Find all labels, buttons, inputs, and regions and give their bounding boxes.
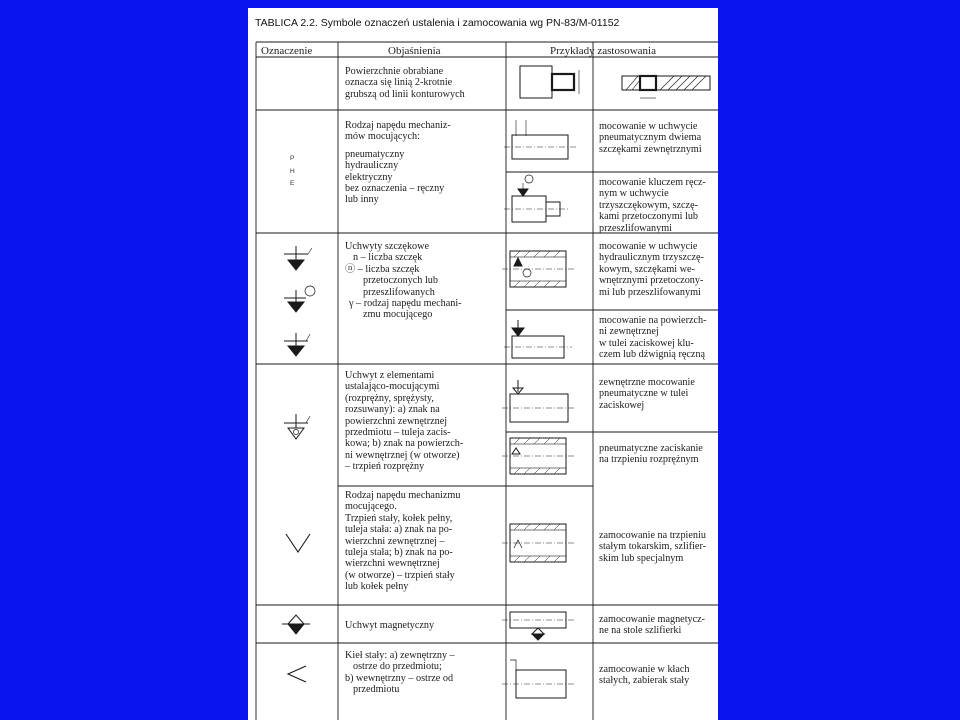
jaw-chuck-n-icon [284,246,312,270]
example-expanding-mandrel-drawing [502,438,574,474]
drive-code-pneumatic: P [290,155,295,162]
fixed-center-icon [288,666,306,682]
row-1-explanation: Powierzchnie obrabiane oznacza się linią 2-krotnie grubszą od linii konturowych [345,66,465,100]
row-3-explanation: Uchwyty szczękowe n – liczba szczęk ⓝ – liczba szczęk przetoczonych lub przeszlifowanych γ – rodzaj napędu mechani- zmu mocującego [345,241,462,321]
usage-magnetic: zamocowanie magnetycz- ne na stole szlifierki [599,614,706,637]
magnetic-chuck-icon [282,615,310,634]
jaw-chuck-turned-icon [284,286,315,312]
example-pneumatic-two-jaw-drawing [504,120,576,159]
example-manual-three-jaw-drawing [504,175,568,222]
usage-pneumatic-collet: zewnętrzne mocowanie pneumatyczne w tulei zaciskowej [599,377,695,411]
usage-pneumatic-two-jaw: mocowanie w uchwycie pneumatycznym dwiema szczękami zewnętrznymi [599,121,702,155]
usage-collet-manual: mocowanie na powierzch- ni zewnętrznej w tulei zaciskowej klu- czem lub dźwignią ręczną [599,315,707,361]
row-6-explanation: Uchwyt magnetyczny [345,620,435,631]
row-5-explanation: Rodzaj napędu mechanizmu mocującego. Trzpień stały, kołek pełny, tuleja stała: a) znak na po- wierzchni zewnętrznej – tuleja stała; b) znak na po- wierzchni wewnętrznej (w otworze) – trzpień stały lub kołek pełny [345,490,461,593]
header-examples: Przykłady zastosowania [550,45,656,57]
drive-code-hydraulic: H [290,168,295,175]
row-4-explanation: Uchwyt z elementami ustalająco-mocującymi (rozprężny, sprężysty, rozsuwany): a) znak na powierzchni zewnętrznej przedmiotu – tuleja zacis- kowa; b) znak na powierzch- ni wewnętrznej (w otworze) – trzpień rozprężny [345,370,464,473]
jaw-chuck-symbols [284,246,315,356]
usage-hydraulic-three-jaw: mocowanie w uchwycie hydraulicznym trzyszczę- kowym, szczękami we- wnętrznymi przetoczony- mi lub przeszlifowanymi [599,241,704,298]
row-7-explanation: Kieł stały: a) zewnętrzny – ostrze do przedmiotu; b) wewnętrzny – ostrze od przedmiotu [345,650,455,696]
usage-fixed-centers: zamocowanie w kłach stałych, zabierak stały [599,664,690,687]
fixed-mandrel-icon [286,534,310,552]
usage-expanding-mandrel: pneumatyczne zaciskanie na trzpieniu rozprężnym [599,443,703,466]
table-title: TABLICA 2.2. Symbole oznaczeń ustalenia i zamocowania wg PN-83/M-01152 [255,17,620,29]
header-explanation: Objaśnienia [388,45,441,57]
example-pneumatic-collet-drawing [502,380,576,422]
example-hydraulic-three-jaw-drawing [502,251,574,287]
example-collet-manual-drawing [504,320,572,358]
jaw-chuck-gamma-icon [284,333,310,356]
usage-fixed-mandrel: zamocowanie na trzpieniu stałym tokarskim, szlifier- skim lub specjalnym [599,530,707,564]
expanding-holder-icon [284,414,310,439]
usage-manual-three-jaw: mocowanie kluczem ręcz- nym w uchwycie trzyszczękowym, szczę- kami przetoczonymi lub przeszlifowanymi [599,177,706,234]
example-magnetic-table-drawing [502,612,574,640]
row-2-explanation: Rodzaj napędu mechaniz- mów mocujących: pneumatyczny hydrauliczny elektryczny bez oznaczenia – ręczny lub inny [345,120,451,206]
header-symbol: Oznaczenie [261,45,313,57]
document-page [248,8,718,720]
example-thick-surface-drawing [520,66,710,98]
example-fixed-mandrel-drawing [502,524,574,562]
drive-code-electric: E [290,180,295,187]
example-fixed-centers-drawing [502,660,574,698]
